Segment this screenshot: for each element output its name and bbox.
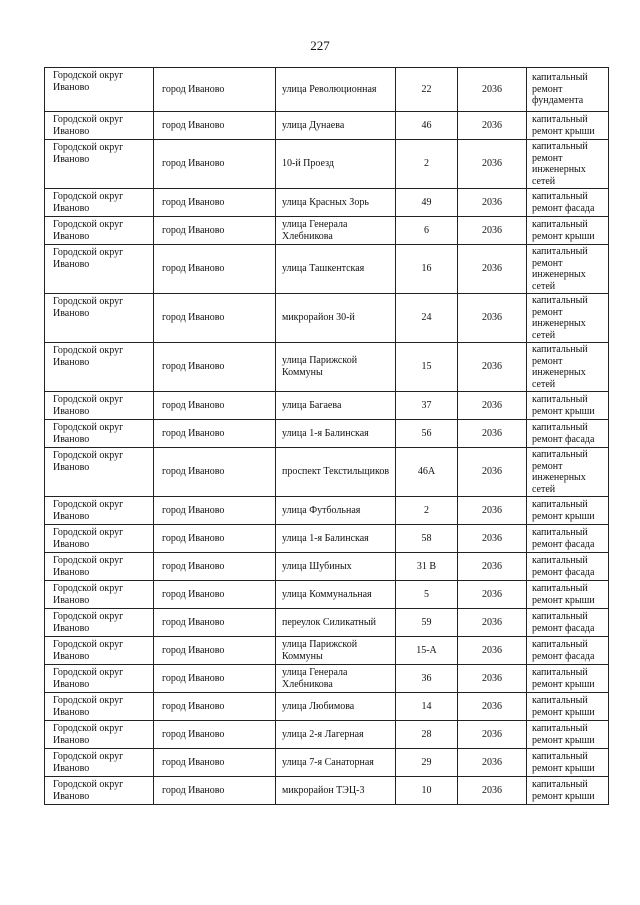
street-cell: улица Любимова [276,693,396,721]
work-type-cell: капитальный ремонт крыши [527,749,609,777]
okrug-cell: Городской округ Иваново [45,68,154,112]
city-cell: город Иваново [154,448,276,497]
street-cell: улица 2-я Лагерная [276,721,396,749]
city-cell: город Иваново [154,693,276,721]
city-cell: город Иваново [154,637,276,665]
okrug-cell: Городской округ Иваново [45,581,154,609]
street-cell: микрорайон ТЭЦ-3 [276,777,396,805]
work-type-cell: капитальный ремонт фасада [527,189,609,217]
year-cell: 2036 [458,693,527,721]
street-cell: улица Шубиных [276,553,396,581]
okrug-cell: Городской округ Иваново [45,553,154,581]
house-number-cell: 36 [396,665,458,693]
okrug-cell: Городской округ Иваново [45,497,154,525]
city-cell: город Иваново [154,245,276,294]
table-row [45,749,609,777]
year-cell: 2036 [458,217,527,245]
work-type-cell: капитальный ремонт крыши [527,112,609,140]
city-cell: город Иваново [154,217,276,245]
year-cell: 2036 [458,112,527,140]
street-cell: проспект Текстильщиков [276,448,396,497]
table-row [45,112,609,140]
table-row [45,497,609,525]
okrug-cell: Городской округ Иваново [45,294,154,343]
work-type-cell: капитальный ремонт фасада [527,609,609,637]
year-cell: 2036 [458,68,527,112]
city-cell: город Иваново [154,68,276,112]
house-number-cell: 59 [396,609,458,637]
house-number-cell: 22 [396,68,458,112]
city-cell: город Иваново [154,140,276,189]
table-row [45,217,609,245]
table-row [45,721,609,749]
table-row [45,637,609,665]
city-cell: город Иваново [154,665,276,693]
okrug-cell: Городской округ Иваново [45,140,154,189]
table-row [45,553,609,581]
okrug-cell: Городской округ Иваново [45,448,154,497]
street-cell: улица Дунаева [276,112,396,140]
work-type-cell: капитальный ремонт инженерных сетей [527,245,609,294]
work-type-cell: капитальный ремонт крыши [527,497,609,525]
work-type-cell: капитальный ремонт крыши [527,217,609,245]
street-cell: улица Парижской Коммуны [276,343,396,392]
city-cell: город Иваново [154,609,276,637]
city-cell: город Иваново [154,420,276,448]
house-number-cell: 49 [396,189,458,217]
city-cell: город Иваново [154,721,276,749]
house-number-cell: 16 [396,245,458,294]
okrug-cell: Городской округ Иваново [45,392,154,420]
city-cell: город Иваново [154,553,276,581]
table-row [45,777,609,805]
street-cell: 10-й Проезд [276,140,396,189]
street-cell: улица Революционная [276,68,396,112]
table-row [45,245,609,294]
year-cell: 2036 [458,140,527,189]
year-cell: 2036 [458,189,527,217]
table-row [45,392,609,420]
year-cell: 2036 [458,553,527,581]
work-type-cell: капитальный ремонт крыши [527,665,609,693]
house-number-cell: 15-А [396,637,458,665]
okrug-cell: Городской округ Иваново [45,721,154,749]
house-number-cell: 2 [396,497,458,525]
work-type-cell: капитальный ремонт крыши [527,392,609,420]
work-type-cell: капитальный ремонт крыши [527,581,609,609]
house-number-cell: 46 [396,112,458,140]
year-cell: 2036 [458,420,527,448]
year-cell: 2036 [458,343,527,392]
table-row [45,693,609,721]
okrug-cell: Городской округ Иваново [45,749,154,777]
table-row [45,140,609,189]
year-cell: 2036 [458,525,527,553]
table-row [45,581,609,609]
city-cell: город Иваново [154,392,276,420]
okrug-cell: Городской округ Иваново [45,112,154,140]
street-cell: улица Футбольная [276,497,396,525]
work-type-cell: капитальный ремонт фасада [527,637,609,665]
okrug-cell: Городской округ Иваново [45,343,154,392]
street-cell: улица 7-я Санаторная [276,749,396,777]
house-number-cell: 2 [396,140,458,189]
work-type-cell: капитальный ремонт фасада [527,420,609,448]
year-cell: 2036 [458,294,527,343]
house-number-cell: 28 [396,721,458,749]
street-cell: улица Ташкентская [276,245,396,294]
okrug-cell: Городской округ Иваново [45,609,154,637]
okrug-cell: Городской округ Иваново [45,245,154,294]
work-type-cell: капитальный ремонт инженерных сетей [527,448,609,497]
table-row [45,189,609,217]
house-number-cell: 5 [396,581,458,609]
repair-schedule-table [44,67,609,805]
house-number-cell: 14 [396,693,458,721]
okrug-cell: Городской округ Иваново [45,189,154,217]
street-cell: улица 1-я Балинская [276,525,396,553]
table-row [45,68,609,112]
year-cell: 2036 [458,609,527,637]
table-body [45,68,609,805]
work-type-cell: капитальный ремонт крыши [527,721,609,749]
work-type-cell: капитальный ремонт крыши [527,777,609,805]
table-row [45,343,609,392]
city-cell: город Иваново [154,189,276,217]
year-cell: 2036 [458,777,527,805]
okrug-cell: Городской округ Иваново [45,637,154,665]
year-cell: 2036 [458,392,527,420]
city-cell: город Иваново [154,497,276,525]
okrug-cell: Городской округ Иваново [45,665,154,693]
street-cell: улица Парижской Коммуны [276,637,396,665]
table-row [45,609,609,637]
work-type-cell: капитальный ремонт фасада [527,553,609,581]
work-type-cell: капитальный ремонт фундамента [527,68,609,112]
city-cell: город Иваново [154,749,276,777]
house-number-cell: 37 [396,392,458,420]
okrug-cell: Городской округ Иваново [45,420,154,448]
house-number-cell: 6 [396,217,458,245]
house-number-cell: 15 [396,343,458,392]
okrug-cell: Городской округ Иваново [45,525,154,553]
city-cell: город Иваново [154,525,276,553]
year-cell: 2036 [458,637,527,665]
street-cell: улица 1-я Балинская [276,420,396,448]
okrug-cell: Городской округ Иваново [45,217,154,245]
table-row [45,525,609,553]
year-cell: 2036 [458,665,527,693]
street-cell: улица Генерала Хлебникова [276,665,396,693]
work-type-cell: капитальный ремонт инженерных сетей [527,343,609,392]
page-number: 227 [310,38,330,53]
city-cell: город Иваново [154,581,276,609]
house-number-cell: 24 [396,294,458,343]
house-number-cell: 56 [396,420,458,448]
city-cell: город Иваново [154,294,276,343]
street-cell: переулок Силикатный [276,609,396,637]
street-cell: улица Коммунальная [276,581,396,609]
year-cell: 2036 [458,721,527,749]
year-cell: 2036 [458,497,527,525]
table-row [45,448,609,497]
table-row [45,665,609,693]
year-cell: 2036 [458,448,527,497]
street-cell: улица Багаева [276,392,396,420]
work-type-cell: капитальный ремонт инженерных сетей [527,294,609,343]
city-cell: город Иваново [154,343,276,392]
city-cell: город Иваново [154,777,276,805]
street-cell: улица Красных Зорь [276,189,396,217]
house-number-cell: 58 [396,525,458,553]
house-number-cell: 31 В [396,553,458,581]
work-type-cell: капитальный ремонт фасада [527,525,609,553]
year-cell: 2036 [458,581,527,609]
street-cell: улица Генерала Хлебникова [276,217,396,245]
house-number-cell: 46А [396,448,458,497]
table-row [45,294,609,343]
house-number-cell: 29 [396,749,458,777]
work-type-cell: капитальный ремонт инженерных сетей [527,140,609,189]
year-cell: 2036 [458,245,527,294]
work-type-cell: капитальный ремонт крыши [527,693,609,721]
table-row [45,420,609,448]
okrug-cell: Городской округ Иваново [45,693,154,721]
city-cell: город Иваново [154,112,276,140]
okrug-cell: Городской округ Иваново [45,777,154,805]
year-cell: 2036 [458,749,527,777]
street-cell: микрорайон 30-й [276,294,396,343]
house-number-cell: 10 [396,777,458,805]
